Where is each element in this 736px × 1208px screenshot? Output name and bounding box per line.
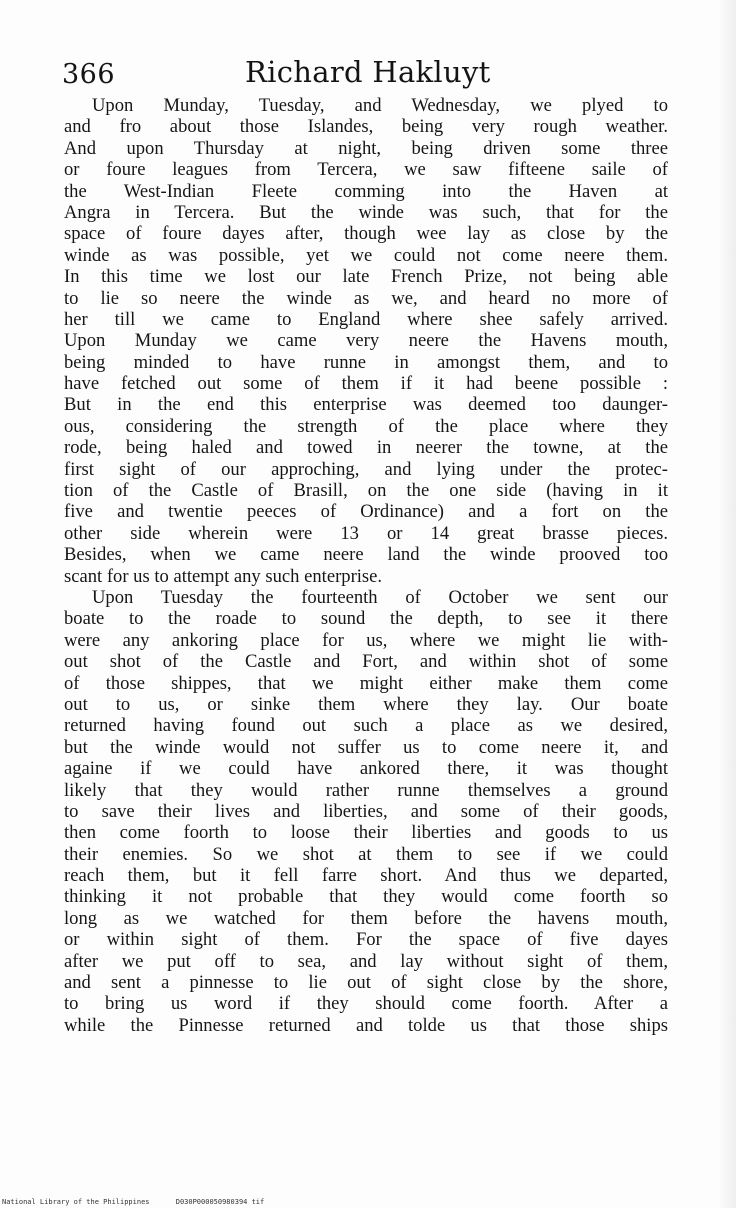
- text-line: to bring us word if they should come foorth. After a: [64, 993, 668, 1015]
- scan-footer: [2, 1198, 286, 1206]
- text-line: And upon Thursday at night, being driven some three: [64, 137, 668, 159]
- text-line: space of foure dayes after, though wee lay as close by the: [64, 223, 668, 245]
- text-line: and fro about those Islandes, being very rough weather.: [64, 116, 668, 138]
- text-line: being minded to have runne in amongst them, and to: [64, 351, 668, 373]
- text-line: Besides, when we came neere land the winde prooved too: [64, 544, 668, 566]
- text-line: and sent a pinnesse to lie out of sight close by the shore,: [64, 972, 668, 994]
- text-line: likely that they would rather runne themselves a ground: [64, 779, 668, 801]
- scan-file-id: D030P000050980394 tif: [175, 1198, 265, 1206]
- text-line: long as we watched for them before the havens mouth,: [64, 907, 668, 929]
- page-header: [62, 55, 682, 95]
- body-text: [64, 95, 668, 1036]
- text-line: againe if we could have ankored there, it was thought: [64, 758, 668, 780]
- text-line: ous, considering the strength of the place where they: [64, 415, 668, 437]
- text-line: other side wherein were 13 or 14 great brasse pieces.: [64, 522, 668, 544]
- page-number: 366: [62, 59, 116, 90]
- text-line: out shot of the Castle and Fort, and within shot of some: [64, 651, 668, 673]
- text-line: out to us, or sinke them where they lay. Our boate: [64, 693, 668, 715]
- text-line: five and twentie peeces of Ordinance) and a fort on the: [64, 501, 668, 523]
- text-line: returned having found out such a place as we desired,: [64, 715, 668, 737]
- text-line: winde as was possible, yet we could not come neere them.: [64, 244, 668, 266]
- text-line: of those shippes, that we might either make them come: [64, 672, 668, 694]
- text-line: scant for us to attempt any such enterprise.: [64, 565, 383, 587]
- text-line: first sight of our approching, and lying under the protec-: [64, 458, 668, 480]
- text-line: their enemies. So we shot at them to see if we could: [64, 843, 668, 865]
- text-line: have fetched out some of them if it had beene possible :: [64, 373, 668, 395]
- text-line: the West-Indian Fleete comming into the Haven at: [64, 180, 668, 202]
- page-edge-shadow: [718, 0, 736, 1208]
- text-line: or within sight of them. For the space of five dayes: [64, 929, 668, 951]
- text-line: boate to the roade to sound the depth, to see it there: [64, 608, 668, 630]
- text-line: or foure leagues from Tercera, we saw fifteene saile of: [64, 159, 668, 181]
- text-line: while the Pinnesse returned and tolde us that those ships: [64, 1014, 668, 1036]
- text-line: tion of the Castle of Brasill, on the one side (having in it: [64, 480, 668, 502]
- text-line: to save their lives and liberties, and some of their goods,: [64, 800, 668, 822]
- text-line: then come foorth to loose their liberties and goods to us: [64, 822, 668, 844]
- text-line: Upon Munday, Tuesday, and Wednesday, we plyed to: [92, 95, 668, 116]
- text-line: rode, being haled and towed in neerer the towne, at the: [64, 437, 668, 459]
- running-head: Richard Hakluyt: [245, 55, 491, 89]
- text-line: In this time we lost our late French Prize, not being able: [64, 266, 668, 288]
- library-credit: National Library of the Philippines: [2, 1198, 150, 1206]
- text-line: Angra in Tercera. But the winde was such, that for the: [64, 201, 668, 223]
- text-line: but the winde would not suffer us to come neere it, and: [64, 736, 668, 758]
- text-line: Upon Munday we came very neere the Havens mouth,: [64, 330, 668, 352]
- text-line: reach them, but it fell farre short. And thus we departed,: [64, 865, 668, 887]
- text-line: her till we came to England where shee safely arrived.: [64, 308, 668, 330]
- text-line: to lie so neere the winde as we, and heard no more of: [64, 287, 668, 309]
- text-line: Upon Tuesday the fourteenth of October we sent our: [92, 586, 668, 608]
- text-line: after we put off to sea, and lay without sight of them,: [64, 950, 668, 972]
- text-line: were any ankoring place for us, where we might lie with-: [64, 629, 668, 651]
- text-line: But in the end this enterprise was deemed too daunger-: [64, 394, 668, 416]
- text-line: thinking it not probable that they would come foorth so: [64, 886, 668, 908]
